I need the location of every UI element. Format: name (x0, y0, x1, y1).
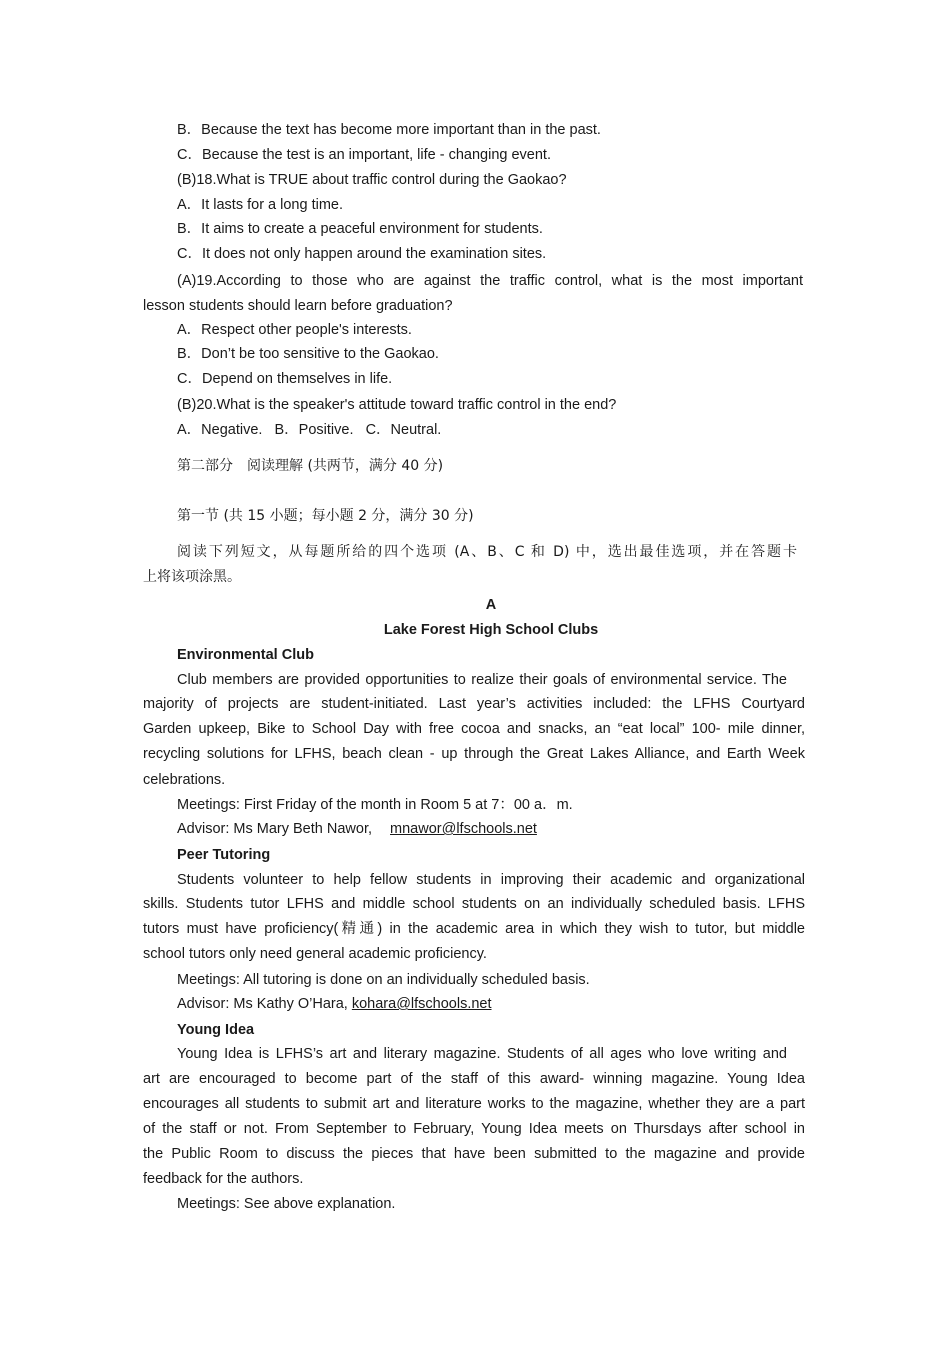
q17-option-b: B．Because the text has become more important than in the past. (177, 122, 601, 138)
q18-option-b: B．It aims to create a peaceful environment for students. (177, 221, 543, 237)
instructions-line2: 上将该项涂黑。 (143, 569, 241, 585)
young-idea-heading: Young Idea (177, 1022, 255, 1038)
q17-option-c: C．Because the test is an important, life - changing event. (177, 147, 551, 163)
env-para-line4: recycling solutions for LFHS, beach clean - up through the Great Lakes Alliance, and Earth Week (143, 746, 805, 762)
env-para-line5: celebrations. (143, 772, 226, 788)
young-para-line6: feedback for the authors. (143, 1171, 304, 1187)
q18-option-a: A．It lasts for a long time. (177, 197, 344, 213)
environmental-club-heading: Environmental Club (177, 647, 314, 663)
peer-advisor-email-link[interactable]: kohara@lfschools.net (351, 996, 492, 1012)
env-advisor-name: Advisor: Ms Mary Beth Nawor, (177, 821, 372, 837)
young-para-line2: art are encouraged to become part of the staff of this award- winning magazine. Young Idea (143, 1071, 805, 1087)
env-para-line3: Garden upkeep, Bike to School Day with free cocoa and snacks, an “eat local” 100- mile dinner, (143, 721, 805, 737)
peer-para-line3: tutors must have proficiency(精通) in the academic area in which they wish to tutor, but middle (143, 921, 805, 937)
q19-option-b: B．Don’t be too sensitive to the Gaokao. (177, 346, 439, 362)
q20-options: A．Negative. B．Positive. C．Neutral. (177, 422, 442, 438)
young-para-line4: of the staff or not. From September to February, Young Idea meets on Thursdays after school in (143, 1121, 805, 1137)
young-meetings: Meetings: See above explanation. (177, 1196, 396, 1212)
peer-advisor-name: Advisor: Ms Kathy O’Hara, (177, 996, 348, 1012)
peer-advisor (177, 995, 492, 1013)
env-para-line1: Club members are provided opportunities to realize their goals of environmental service. The (177, 672, 787, 688)
instructions-line1: 阅读下列短文，从每题所给的四个选项 (A、B、C 和 D) 中，选出最佳选项，并在答题卡 (177, 544, 797, 560)
q19-stem-line1: (A)19.According to those who are against the traffic control, what is the most important (177, 273, 803, 289)
part2-heading: 第二部分 阅读理解 (共两节，满分 40 分) (177, 458, 444, 474)
young-para-line3: encourages all students to submit art and literature works to the magazine, whether they are a part (143, 1096, 805, 1112)
peer-para-line4: school tutors only need general academic proficiency. (143, 946, 487, 962)
q18-option-c: C．It does not only happen around the examination sites. (177, 246, 547, 262)
env-meetings: Meetings: First Friday of the month in Room 5 at 7：00 a．m. (177, 797, 573, 813)
q19-option-c: C．Depend on themselves in life. (177, 371, 393, 387)
q20-stem: (B)20.What is the speaker's attitude toward traffic control in the end? (177, 397, 617, 413)
passage-title: Lake Forest High School Clubs (383, 622, 599, 638)
q19-stem-line2: lesson students should learn before graduation? (143, 298, 453, 314)
peer-para-line2: skills. Students tutor LFHS and middle school students on an individually scheduled basis. LFHS (143, 896, 805, 912)
young-para-line1: Young Idea is LFHS’s art and literary magazine. Students of all ages who love writing and (177, 1046, 787, 1062)
peer-tutoring-heading: Peer Tutoring (177, 847, 271, 863)
env-para-line2: majority of projects are student-initiated. Last year’s activities included: the LFHS Courtyard (143, 696, 805, 712)
peer-para-line1: Students volunteer to help fellow students in improving their academic and organizational (177, 872, 805, 888)
q18-stem: (B)18.What is TRUE about traffic control during the Gaokao? (177, 172, 567, 188)
section1-heading: 第一节 (共 15 小题；每小题 2 分，满分 30 分) (177, 508, 474, 524)
peer-meetings: Meetings: All tutoring is done on an individually scheduled basis. (177, 972, 590, 988)
env-advisor (177, 820, 537, 838)
q19-option-a: A．Respect other people's interests. (177, 322, 412, 338)
young-para-line5: the Public Room to discuss the pieces that have been submitted to the magazine and provide (143, 1146, 805, 1162)
passage-letter: A (485, 597, 497, 613)
env-advisor-email-link[interactable]: mnawor@lfschools.net (390, 821, 537, 837)
